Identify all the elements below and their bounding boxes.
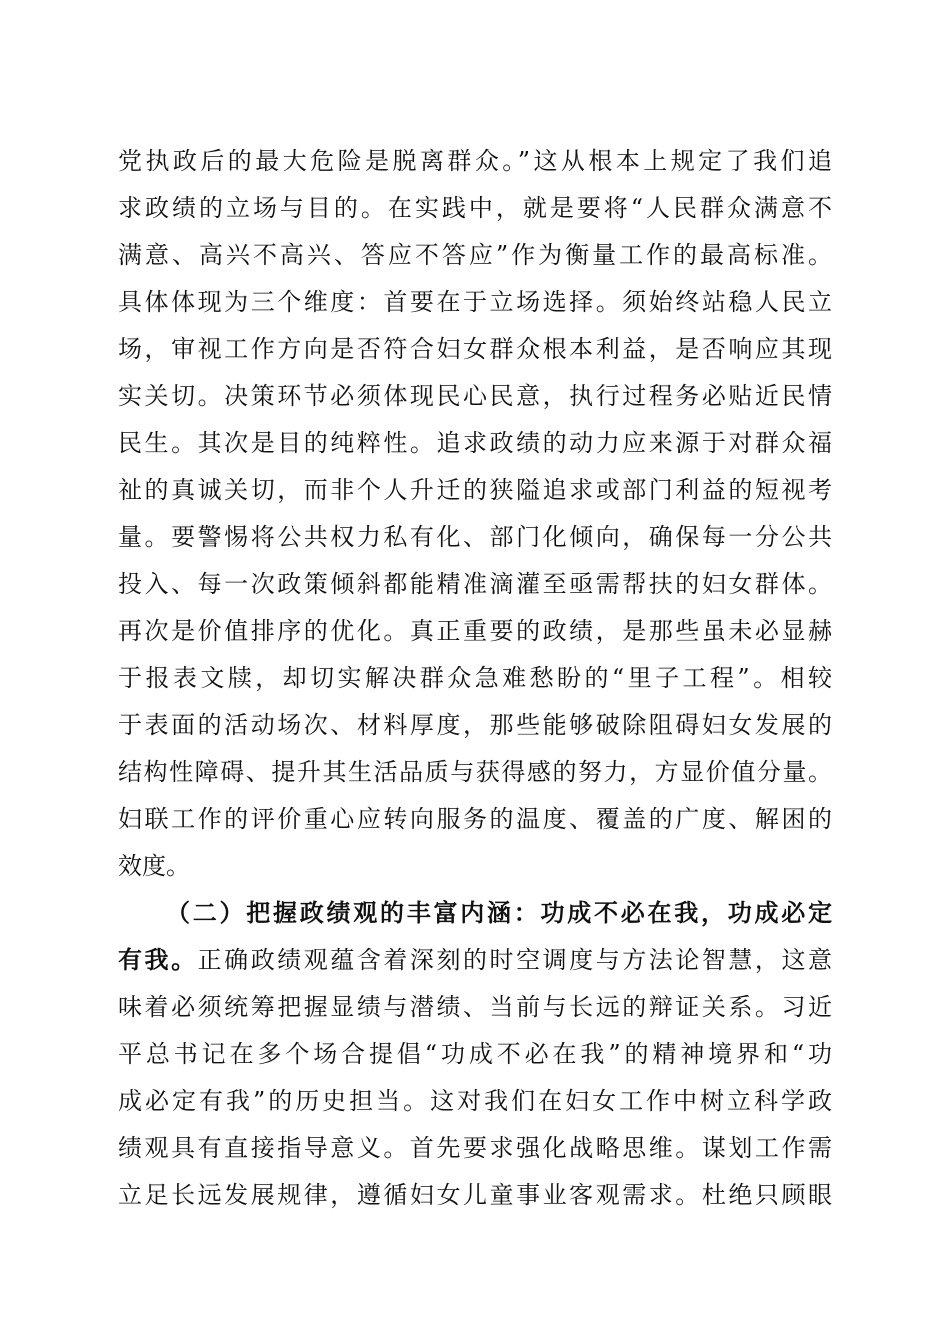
text-line-rest: 正确政绩观蕴含着深刻的时空调度与方法论智慧，这意 [197,946,833,974]
section-heading-end: 有我。 [118,945,198,974]
text-line: 满意、高兴不高兴、答应不答应”作为衡量工作的最高标准。 [118,241,832,269]
text-line: 场，审视工作方向是否符合妇女群众根本利益，是否响应其现 [118,335,832,363]
text-line: 实关切。决策环节必须体现民心民意，执行过程务必贴近民情 [118,382,832,410]
text-line: 味着必须统筹把握显绩与潜绩、当前与长远的辩证关系。习近 [118,993,832,1021]
text-line [118,940,832,980]
text-line: 绩观具有直接指导意义。首先要求强化战略思维。谋划工作需 [118,1134,832,1162]
text-line: 妇联工作的评价重心应转向服务的温度、覆盖的广度、解困的 [118,805,832,833]
text-line: 成必定有我”的历史担当。这对我们在妇女工作中树立科学政 [118,1087,832,1115]
text-line: 祉的真诚关切，而非个人升迁的狭隘追求或部门利益的短视考 [118,476,832,504]
text-line: 立足长远发展规律，遵循妇女儿童事业客观需求。杜绝只顾眼 [118,1181,832,1209]
text-line: 效度。 [118,852,190,880]
text-line: 党执政后的最大危险是脱离群众。”这从根本上规定了我们追 [118,147,832,175]
text-line: 平总书记在多个场合提倡“功成不必在我”的精神境界和“功 [118,1040,832,1068]
text-line: 于报表文牍，却切实解决群众急难愁盼的“里子工程”。相较 [118,664,832,692]
text-line: 结构性障碍、提升其生活品质与获得感的努力，方显价值分量。 [118,758,832,786]
section-heading: （二）把握政绩观的丰富内涵：功成不必在我，功成必定 [166,898,832,927]
text-line: 量。要警惕将公共权力私有化、部门化倾向，确保每一分公共 [118,523,832,551]
text-line: 于表面的活动场次、材料厚度，那些能够破除阻碍妇女发展的 [118,711,832,739]
text-line: 再次是价值排序的优化。真正重要的政绩，是那些虽未必显赫 [118,617,832,645]
text-line: 求政绩的立场与目的。在实践中，就是要将“人民群众满意不 [118,194,832,222]
text-line: 民生。其次是目的纯粹性。追求政绩的动力应来源于对群众福 [118,429,832,457]
text-line: 具体体现为三个维度：首要在于立场选择。须始终站稳人民立 [118,288,832,316]
text-line: 投入、每一次政策倾斜都能精准滴灌至亟需帮扶的妇女群体。 [118,570,832,598]
